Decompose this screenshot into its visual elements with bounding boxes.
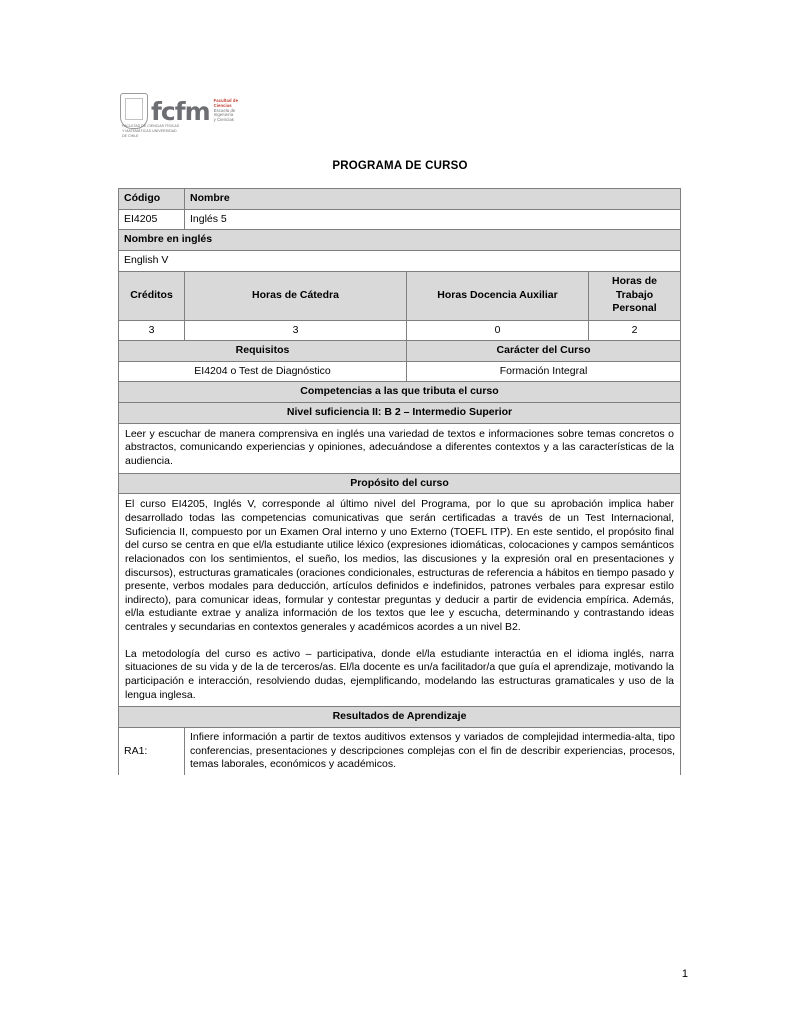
ra1-label: RA1: xyxy=(119,727,185,774)
nivel-suficiencia-header: Nivel suficiencia II: B 2 – Intermedio Superior xyxy=(119,403,681,424)
logo-line-1: Facultad de Ciencias xyxy=(213,97,238,108)
horas-docencia-value: 0 xyxy=(407,320,589,341)
horas-catedra-header: Horas de Cátedra xyxy=(185,271,407,320)
table-row xyxy=(119,271,681,320)
horas-docencia-header: Horas Docencia Auxiliar xyxy=(407,271,589,320)
table-row xyxy=(119,423,681,473)
caracter-value: Formación Integral xyxy=(407,361,681,382)
horas-catedra-value: 3 xyxy=(185,320,407,341)
table-row xyxy=(119,341,681,362)
proposito-paragraph-2: La metodología del curso es activo – participativa, donde el/la estudiante interactúa en el idioma inglés, narra situaciones de su vida y de la de terceros/as. El/la docente es un/a facilitador/a que guía el aprendizaje, motivando la participación e interacción, resolviendo dudas, ejemplificando, modelando las estructuras gramaticales y uso de la lengua inglesa. xyxy=(125,647,675,701)
table-row xyxy=(119,230,681,251)
requisitos-header: Requisitos xyxy=(119,341,407,362)
codigo-value: EI4205 xyxy=(119,209,185,230)
table-row xyxy=(119,473,681,494)
page-number: 1 xyxy=(681,968,688,980)
horas-trabajo-header: Horas de Trabajo Personal xyxy=(589,271,681,320)
fcfm-logo xyxy=(120,88,240,138)
caracter-header: Carácter del Curso xyxy=(407,341,681,362)
logo-line-2: Escuela de Ingeniería xyxy=(213,107,236,118)
creditos-value: 3 xyxy=(119,320,185,341)
ra1-text: Infiere información a partir de textos auditivos extensos y variados de complejidad intermedia-alta, tipo conferencias, presentaciones y descripciones complejas con el fin de describir experiencias, procesos, temas laborales, económicos y académicos. xyxy=(185,727,681,774)
requisitos-value: EI4204 o Test de Diagnóstico xyxy=(119,361,407,382)
table-row xyxy=(119,494,681,707)
logo-department-text xyxy=(214,99,240,123)
table-row xyxy=(119,707,681,728)
table-row xyxy=(119,727,681,774)
table-row xyxy=(119,382,681,403)
logo-footer-text: FACULTAD DE CIENCIAS FÍSICAS Y MATEMÁTICAS UNIVERSIDAD DE CHILE xyxy=(122,124,180,138)
logo-wordmark: fcfm xyxy=(151,96,210,126)
table-row xyxy=(119,250,681,271)
table-row xyxy=(119,403,681,424)
resultados-aprendizaje-header: Resultados de Aprendizaje xyxy=(119,707,681,728)
nombre-header: Nombre xyxy=(185,189,681,210)
proposito-text xyxy=(119,494,681,707)
codigo-header: Código xyxy=(119,189,185,210)
competencias-text: Leer y escuchar de manera comprensiva en inglés una variedad de textos e informaciones sobre temas concretos o abstractos, comunicando experiencias y opiniones, adecuándose a diferentes contextos y a las características de la audiencia. xyxy=(119,423,681,473)
course-program-table xyxy=(118,188,681,775)
table-row xyxy=(119,189,681,210)
logo-line-3: y Ciencias xyxy=(213,117,234,123)
table-row xyxy=(119,209,681,230)
horas-trabajo-value: 2 xyxy=(589,320,681,341)
proposito-header: Propósito del curso xyxy=(119,473,681,494)
page-title: PROGRAMA DE CURSO xyxy=(332,160,468,172)
competencias-header: Competencias a las que tributa el curso xyxy=(119,382,681,403)
proposito-paragraph-1: El curso EI4205, Inglés V, corresponde al último nivel del Programa, por lo que su aprobación implica haber desarrollado todas las competencias comunicativas que serán certificadas a través de un Test Internacional, Suficiencia II, compuesto por un Examen Oral interno y uno Externo (TOEFL ITP). En este sentido, el propósito final del curso se centra en que el/la estudiante utilice léxico (expresiones idiomáticas, colocaciones y campos semánticos relacionados con los sentimientos, el sueño, los medios, las discusiones y la expresión oral en presentaciones y discursos), estructuras gramaticales (oraciones condicionales, estructuras de referencia a hábitos en tiempo pasado y presente, verbos modales para deducción, artículos definidos e indefinidos, patrones verbales para expresar estilo indirecto), para comunicar ideas, formular y contestar preguntas y deducir a partir de evidencia empírica. Además, el/la estudiante extrae y analiza información de los textos que lee y escucha, determinando y contrastando ideas centrales y secundarias en contextos generales y académicos acordes a un nivel B2. xyxy=(125,498,675,634)
nombre-ingles-value: English V xyxy=(119,250,681,271)
table-row xyxy=(119,361,681,382)
nombre-ingles-header: Nombre en inglés xyxy=(119,230,681,251)
creditos-header: Créditos xyxy=(119,271,185,320)
table-row xyxy=(119,320,681,341)
nombre-value: Inglés 5 xyxy=(185,209,681,230)
